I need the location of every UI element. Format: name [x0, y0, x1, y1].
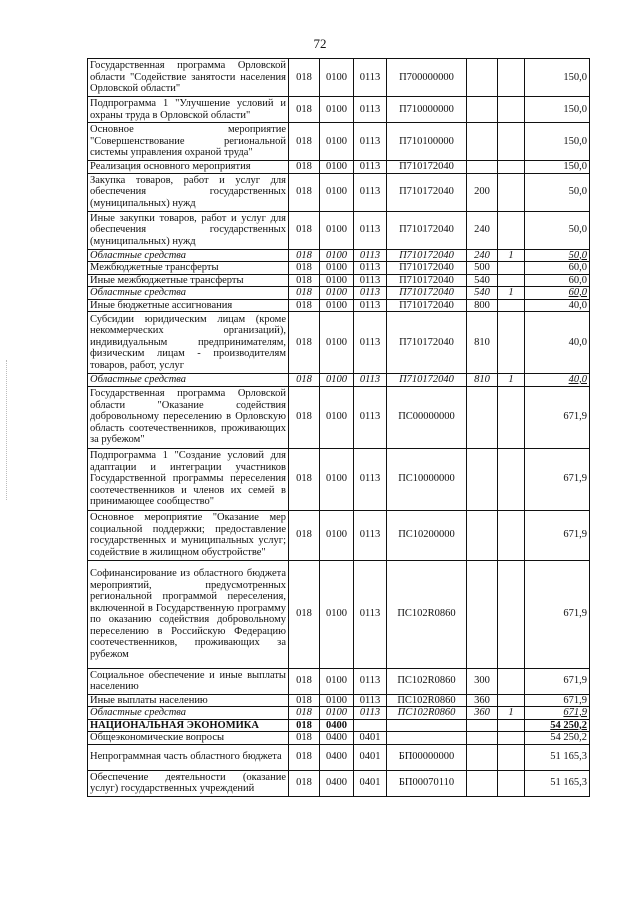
row-name: Социальное обеспечение и иные выплаты населению: [88, 668, 289, 694]
expense-type-code: [467, 732, 498, 745]
funding-mark: [498, 560, 525, 668]
expense-type-code: [467, 97, 498, 123]
amount: 671,9: [525, 386, 590, 448]
subsection-code: [354, 719, 387, 732]
amount: 40,0: [525, 374, 590, 387]
table-row: [88, 211, 590, 249]
dept-code: 018: [289, 707, 320, 720]
funding-mark: 1: [498, 707, 525, 720]
funding-mark: 1: [498, 249, 525, 262]
target-article-code: П710172040: [387, 249, 467, 262]
expense-type-code: [467, 770, 498, 796]
expense-type-code: 240: [467, 211, 498, 249]
dept-code: 018: [289, 744, 320, 770]
target-article-code: П710172040: [387, 287, 467, 300]
table-row: [88, 312, 590, 374]
subsection-code: 0113: [354, 560, 387, 668]
subsection-code: 0113: [354, 299, 387, 312]
section-code: 0100: [320, 249, 354, 262]
page-number: 72: [313, 36, 327, 51]
table-row: [88, 448, 590, 510]
target-article-code: ПС10000000: [387, 448, 467, 510]
dept-code: 018: [289, 510, 320, 560]
funding-mark: 1: [498, 287, 525, 300]
section-code: 0400: [320, 719, 354, 732]
table-row: [88, 732, 590, 745]
amount: 60,0: [525, 287, 590, 300]
funding-mark: [498, 173, 525, 211]
expense-type-code: [467, 719, 498, 732]
dept-code: 018: [289, 173, 320, 211]
table-row: [88, 510, 590, 560]
amount: 60,0: [525, 262, 590, 275]
funding-mark: [498, 386, 525, 448]
section-code: 0100: [320, 287, 354, 300]
margin-scan-mark: [6, 360, 8, 500]
target-article-code: П700000000: [387, 59, 467, 97]
target-article-code: ПС102R0860: [387, 694, 467, 707]
expense-type-code: [467, 123, 498, 161]
section-code: 0100: [320, 312, 354, 374]
section-code: 0100: [320, 173, 354, 211]
amount: 150,0: [525, 161, 590, 174]
section-code: 0100: [320, 668, 354, 694]
table-row: [88, 249, 590, 262]
dept-code: 018: [289, 249, 320, 262]
section-code: 0100: [320, 510, 354, 560]
dept-code: 018: [289, 211, 320, 249]
table-row: [88, 287, 590, 300]
dept-code: 018: [289, 732, 320, 745]
amount: 150,0: [525, 97, 590, 123]
funding-mark: [498, 59, 525, 97]
expense-type-code: 360: [467, 694, 498, 707]
subsection-code: 0113: [354, 123, 387, 161]
funding-mark: [498, 448, 525, 510]
subsection-code: 0113: [354, 249, 387, 262]
expense-type-code: [467, 59, 498, 97]
section-code: 0100: [320, 448, 354, 510]
row-name: Закупка товаров, работ и услуг для обеспечения государственных (муниципальных) нужд: [88, 173, 289, 211]
funding-mark: [498, 719, 525, 732]
amount: 54 250,2: [525, 719, 590, 732]
subsection-code: 0113: [354, 707, 387, 720]
row-name: Непрограммная часть областного бюджета: [88, 744, 289, 770]
subsection-code: 0113: [354, 274, 387, 287]
subsection-code: 0113: [354, 694, 387, 707]
expense-type-code: [467, 510, 498, 560]
section-code: 0100: [320, 694, 354, 707]
table-row: [88, 770, 590, 796]
subsection-code: 0113: [354, 510, 387, 560]
target-article-code: П710172040: [387, 211, 467, 249]
expense-type-code: [467, 448, 498, 510]
section-code: 0100: [320, 560, 354, 668]
expense-type-code: 500: [467, 262, 498, 275]
section-code: 0400: [320, 732, 354, 745]
target-article-code: П710000000: [387, 97, 467, 123]
row-name: Государственная программа Орловской области "Содействие занятости населения Орловской области": [88, 59, 289, 97]
table-row: [88, 719, 590, 732]
expense-type-code: 540: [467, 287, 498, 300]
row-name: Подпрограмма 1 "Создание условий для адаптации и интеграции участников Государственной программы переселения соотечественников и членов их семей в принимающее сообщество": [88, 448, 289, 510]
target-article-code: П710172040: [387, 173, 467, 211]
funding-mark: [498, 274, 525, 287]
row-name: Реализация основного мероприятия: [88, 161, 289, 174]
target-article-code: ПС102R0860: [387, 668, 467, 694]
funding-mark: [498, 744, 525, 770]
row-name: Субсидии юридическим лицам (кроме некоммерческих организаций), индивидуальным предпринимателям, физическим лицам - производителям товаров, работ, услуг: [88, 312, 289, 374]
subsection-code: 0113: [354, 211, 387, 249]
amount: 60,0: [525, 274, 590, 287]
section-code: 0100: [320, 161, 354, 174]
subsection-code: 0113: [354, 668, 387, 694]
expense-type-code: 800: [467, 299, 498, 312]
funding-mark: [498, 668, 525, 694]
expense-type-code: [467, 161, 498, 174]
expense-type-code: [467, 744, 498, 770]
expense-type-code: 540: [467, 274, 498, 287]
subsection-code: 0113: [354, 173, 387, 211]
subsection-code: 0113: [354, 262, 387, 275]
target-article-code: П710172040: [387, 274, 467, 287]
row-name: Иные межбюджетные трансферты: [88, 274, 289, 287]
row-name: Общеэкономические вопросы: [88, 732, 289, 745]
subsection-code: 0113: [354, 59, 387, 97]
subsection-code: 0401: [354, 744, 387, 770]
dept-code: 018: [289, 161, 320, 174]
row-name: Обеспечение деятельности (оказание услуг) государственных учреждений: [88, 770, 289, 796]
dept-code: 018: [289, 560, 320, 668]
table-row: [88, 262, 590, 275]
funding-mark: [498, 694, 525, 707]
expense-type-code: [467, 560, 498, 668]
table-row: [88, 161, 590, 174]
section-code: 0100: [320, 123, 354, 161]
table-row: [88, 386, 590, 448]
funding-mark: [498, 161, 525, 174]
funding-mark: [498, 211, 525, 249]
budget-table-body: [88, 59, 590, 797]
funding-mark: 1: [498, 374, 525, 387]
amount: 671,9: [525, 560, 590, 668]
target-article-code: П710100000: [387, 123, 467, 161]
row-name: Областные средства: [88, 374, 289, 387]
amount: 54 250,2: [525, 732, 590, 745]
section-code: 0100: [320, 211, 354, 249]
row-name: Иные закупки товаров, работ и услуг для обеспечения государственных (муниципальных) нужд: [88, 211, 289, 249]
dept-code: 018: [289, 123, 320, 161]
expense-type-code: 240: [467, 249, 498, 262]
amount: 671,9: [525, 510, 590, 560]
amount: 671,9: [525, 707, 590, 720]
funding-mark: [498, 262, 525, 275]
dept-code: 018: [289, 448, 320, 510]
expense-type-code: 200: [467, 173, 498, 211]
funding-mark: [498, 510, 525, 560]
table-row: [88, 560, 590, 668]
funding-mark: [498, 299, 525, 312]
section-code: 0100: [320, 262, 354, 275]
row-name: Областные средства: [88, 707, 289, 720]
dept-code: 018: [289, 374, 320, 387]
table-row: [88, 173, 590, 211]
target-article-code: П710172040: [387, 312, 467, 374]
expense-type-code: 360: [467, 707, 498, 720]
dept-code: 018: [289, 386, 320, 448]
amount: 671,9: [525, 668, 590, 694]
row-name: Иные бюджетные ассигнования: [88, 299, 289, 312]
subsection-code: 0113: [354, 374, 387, 387]
table-row: [88, 707, 590, 720]
section-code: 0100: [320, 386, 354, 448]
table-row: [88, 97, 590, 123]
row-name: Областные средства: [88, 249, 289, 262]
funding-mark: [498, 123, 525, 161]
target-article-code: БП00070110: [387, 770, 467, 796]
row-name: Основное мероприятие "Совершенствование региональной системы управления охраной труда": [88, 123, 289, 161]
funding-mark: [498, 97, 525, 123]
dept-code: 018: [289, 719, 320, 732]
target-article-code: ПС102R0860: [387, 707, 467, 720]
dept-code: 018: [289, 287, 320, 300]
subsection-code: 0401: [354, 732, 387, 745]
section-code: 0100: [320, 274, 354, 287]
amount: 50,0: [525, 211, 590, 249]
dept-code: 018: [289, 299, 320, 312]
row-name: Межбюджетные трансферты: [88, 262, 289, 275]
amount: 51 165,3: [525, 744, 590, 770]
table-row: [88, 374, 590, 387]
row-name: Основное мероприятие "Оказание мер социальной поддержки; предоставление государственных и муниципальных услуг; содействие в жилищном обустройстве": [88, 510, 289, 560]
row-name: Областные средства: [88, 287, 289, 300]
amount: 671,9: [525, 448, 590, 510]
dept-code: 018: [289, 97, 320, 123]
table-row: [88, 59, 590, 97]
subsection-code: 0113: [354, 161, 387, 174]
section-code: 0400: [320, 744, 354, 770]
target-article-code: [387, 732, 467, 745]
budget-table: [87, 58, 590, 797]
subsection-code: 0401: [354, 770, 387, 796]
expense-type-code: 300: [467, 668, 498, 694]
subsection-code: 0113: [354, 448, 387, 510]
amount: 40,0: [525, 299, 590, 312]
dept-code: 018: [289, 274, 320, 287]
target-article-code: П710172040: [387, 299, 467, 312]
subsection-code: 0113: [354, 312, 387, 374]
dept-code: 018: [289, 262, 320, 275]
target-article-code: ПС10200000: [387, 510, 467, 560]
subsection-code: 0113: [354, 386, 387, 448]
amount: 50,0: [525, 173, 590, 211]
expense-type-code: 810: [467, 312, 498, 374]
row-name: Государственная программа Орловской области "Оказание содействия добровольному переселению в Орловскую область соотечественников, проживающих за рубежом": [88, 386, 289, 448]
expense-type-code: 810: [467, 374, 498, 387]
dept-code: 018: [289, 770, 320, 796]
section-code: 0100: [320, 374, 354, 387]
expense-type-code: [467, 386, 498, 448]
section-code: 0100: [320, 97, 354, 123]
target-article-code: П710172040: [387, 262, 467, 275]
table-row: [88, 123, 590, 161]
row-name: Подпрограмма 1 "Улучшение условий и охраны труда в Орловской области": [88, 97, 289, 123]
section-code: 0400: [320, 770, 354, 796]
section-code: 0100: [320, 707, 354, 720]
section-code: 0100: [320, 59, 354, 97]
target-article-code: П710172040: [387, 374, 467, 387]
subsection-code: 0113: [354, 97, 387, 123]
section-code: 0100: [320, 299, 354, 312]
dept-code: 018: [289, 694, 320, 707]
amount: 40,0: [525, 312, 590, 374]
funding-mark: [498, 312, 525, 374]
target-article-code: ПС102R0860: [387, 560, 467, 668]
row-name: НАЦИОНАЛЬНАЯ ЭКОНОМИКА: [88, 719, 289, 732]
row-name: Софинансирование из областного бюджета мероприятий, предусмотренных региональной программой переселения, включенной в Государственную программу по оказанию содействия добровольному переселению в Российскую Федерацию соотечественников, проживающих за рубежом: [88, 560, 289, 668]
amount: 150,0: [525, 123, 590, 161]
target-article-code: [387, 719, 467, 732]
table-row: [88, 299, 590, 312]
table-row: [88, 668, 590, 694]
amount: 51 165,3: [525, 770, 590, 796]
target-article-code: П710172040: [387, 161, 467, 174]
target-article-code: БП00000000: [387, 744, 467, 770]
row-name: Иные выплаты населению: [88, 694, 289, 707]
amount: 671,9: [525, 694, 590, 707]
funding-mark: [498, 770, 525, 796]
table-row: [88, 744, 590, 770]
amount: 50,0: [525, 249, 590, 262]
amount: 150,0: [525, 59, 590, 97]
table-row: [88, 274, 590, 287]
funding-mark: [498, 732, 525, 745]
dept-code: 018: [289, 668, 320, 694]
subsection-code: 0113: [354, 287, 387, 300]
target-article-code: ПС00000000: [387, 386, 467, 448]
table-row: [88, 694, 590, 707]
dept-code: 018: [289, 312, 320, 374]
dept-code: 018: [289, 59, 320, 97]
